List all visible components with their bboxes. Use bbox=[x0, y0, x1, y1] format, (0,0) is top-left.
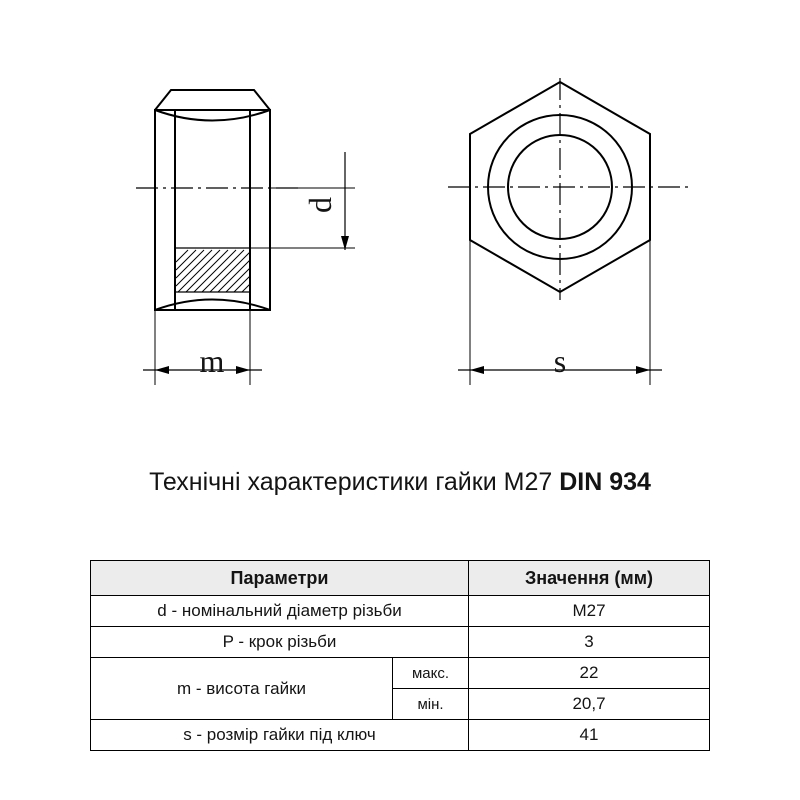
header-values: Значення (мм) bbox=[469, 561, 710, 596]
dimension-label-m: m bbox=[199, 343, 225, 379]
header-parameters: Параметри bbox=[91, 561, 469, 596]
title-prefix: Технічні характеристики гайки M27 bbox=[149, 468, 560, 496]
table-row bbox=[91, 627, 710, 658]
row-subparameter: макс. bbox=[393, 658, 469, 689]
row-parameter: m - висота гайки bbox=[91, 658, 393, 720]
dimension-label-s: s bbox=[553, 343, 567, 379]
row-value: 22 bbox=[469, 658, 710, 689]
row-parameter: s - розмір гайки під ключ bbox=[91, 720, 469, 751]
dimension-label-d: d bbox=[302, 197, 338, 213]
table-row bbox=[91, 596, 710, 627]
row-parameter: P - крок різьби bbox=[91, 627, 469, 658]
row-value: M27 bbox=[469, 596, 710, 627]
row-parameter: d - номінальний діаметр різьби bbox=[91, 596, 469, 627]
row-value: 20,7 bbox=[469, 689, 710, 720]
table-row bbox=[91, 658, 710, 689]
row-value: 3 bbox=[469, 627, 710, 658]
title-standard: DIN 934 bbox=[559, 468, 651, 496]
page-title bbox=[0, 468, 800, 497]
table-row bbox=[91, 720, 710, 751]
row-value: 41 bbox=[469, 720, 710, 751]
row-subparameter: мін. bbox=[393, 689, 469, 720]
table-header-row bbox=[91, 561, 710, 596]
specifications-table bbox=[90, 560, 710, 751]
